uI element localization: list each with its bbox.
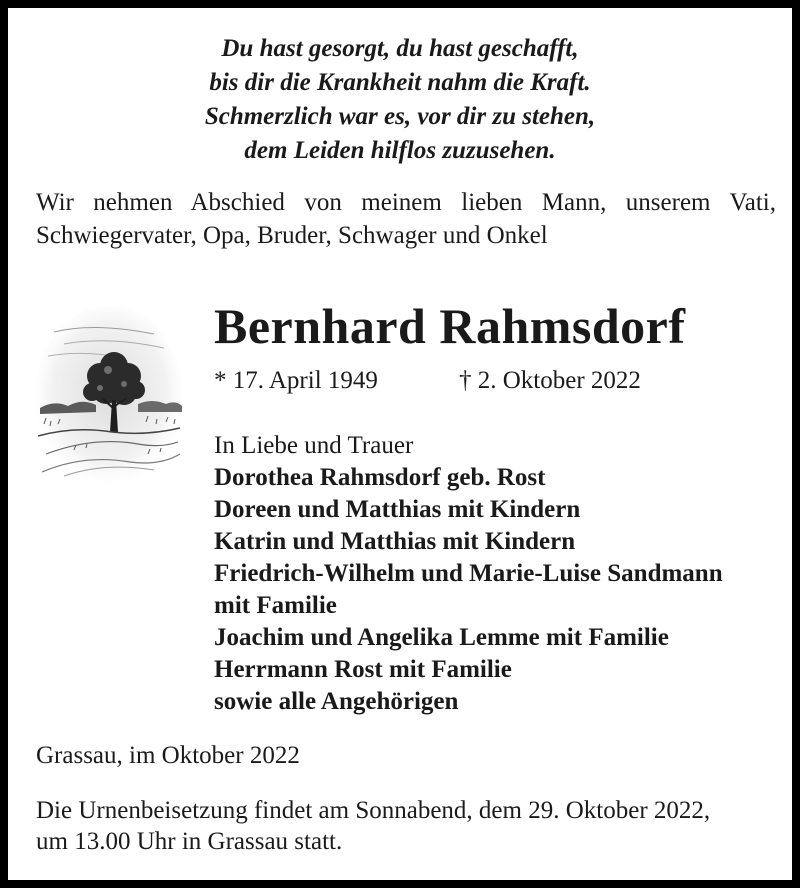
farewell-line: Schwiegervater, Opa, Bruder, Schwager und Onkel bbox=[36, 222, 548, 249]
mourner: mit Familie bbox=[214, 592, 337, 619]
burial-notice bbox=[36, 795, 710, 857]
burial-line: Die Urnenbeisetzung findet am Sonnabend, dem 29. Oktober 2022, bbox=[36, 797, 711, 824]
mourner: Joachim und Angelika Lemme mit Familie bbox=[214, 624, 669, 651]
birth-date: * 17. April 1949 bbox=[214, 367, 378, 394]
memorial-poem bbox=[8, 32, 792, 168]
farewell-text bbox=[36, 186, 776, 252]
mourners-intro: In Liebe und Trauer bbox=[214, 432, 414, 459]
poem-line: Schmerzlich war es, vor dir zu stehen, bbox=[204, 103, 596, 130]
poem-line: Du hast gesorgt, du hast geschafft, bbox=[221, 35, 579, 62]
deceased-name: Bernhard Rahmsdorf bbox=[214, 298, 686, 354]
mourners-list bbox=[214, 430, 723, 718]
poem-line: bis dir die Krankheit nahm die Kraft. bbox=[209, 69, 591, 96]
mourner: Herrmann Rost mit Familie bbox=[214, 656, 512, 683]
tree-landscape-illustration bbox=[34, 304, 184, 490]
mourner: Doreen und Matthias mit Kindern bbox=[214, 496, 581, 523]
mourner: sowie alle Angehörigen bbox=[214, 688, 459, 715]
death-date: † 2. Oktober 2022 bbox=[459, 367, 641, 394]
mourner: Katrin und Matthias mit Kindern bbox=[214, 528, 576, 555]
tree-icon bbox=[34, 304, 184, 490]
mourner: Friedrich-Wilhelm und Marie-Luise Sandmann bbox=[214, 560, 723, 587]
life-dates bbox=[214, 366, 641, 396]
farewell-line: Wir nehmen Abschied von meinem lieben Mann, unserem Vati, bbox=[36, 189, 776, 216]
poem-line: dem Leiden hilflos zuzusehen. bbox=[244, 137, 556, 164]
mourner: Dorothea Rahmsdorf geb. Rost bbox=[214, 464, 546, 491]
place-and-date: Grassau, im Oktober 2022 bbox=[36, 742, 300, 769]
burial-line: um 13.00 Uhr in Grassau statt. bbox=[36, 828, 343, 855]
